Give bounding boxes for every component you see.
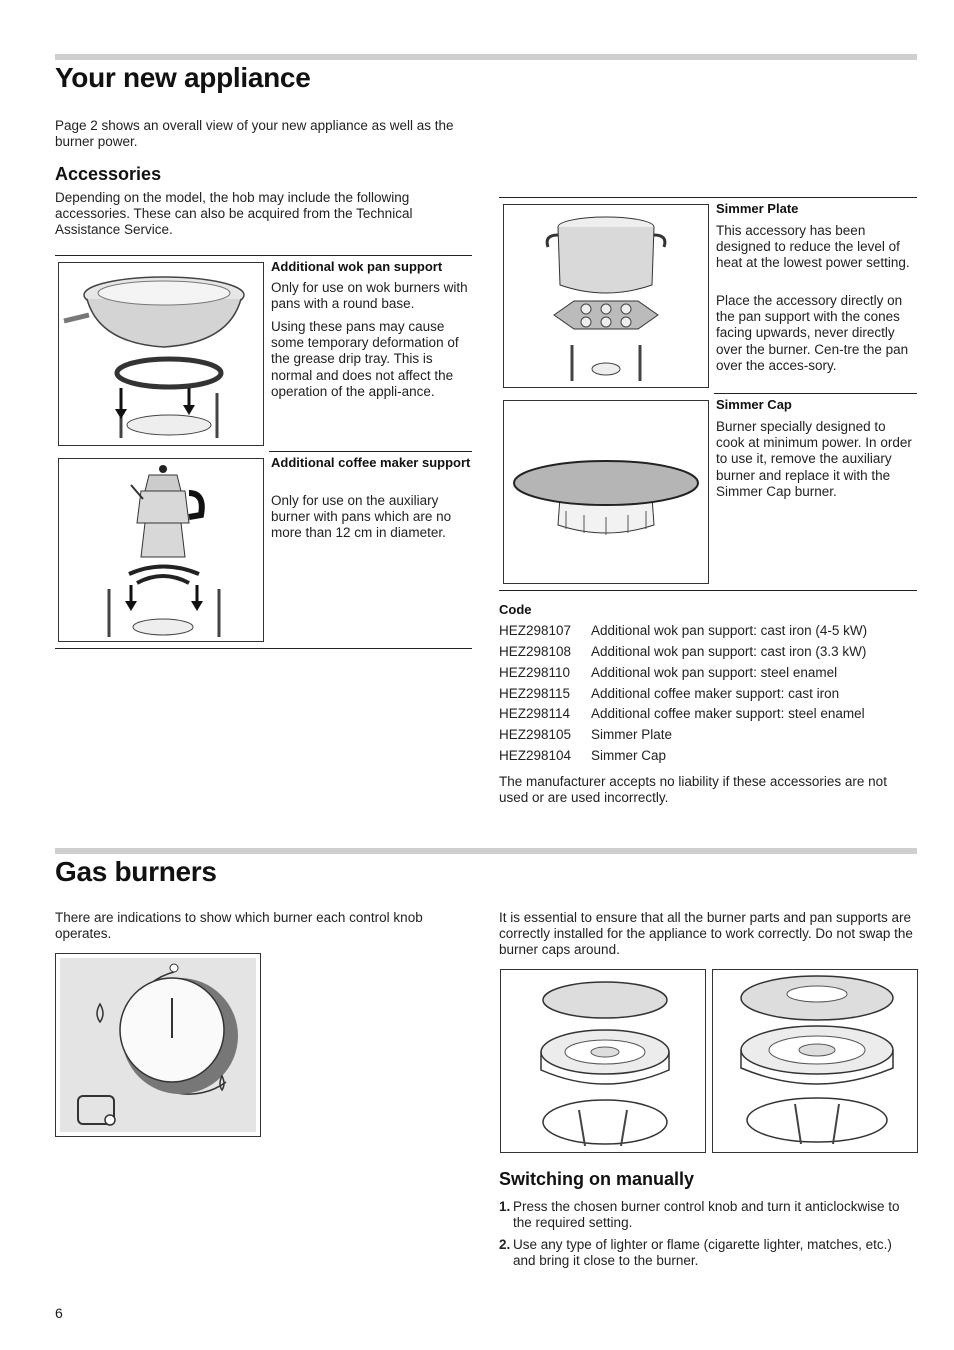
simmer-plate-illustration: [503, 204, 709, 388]
code-row: HEZ298115 Additional coffee maker support: cast iron: [499, 686, 840, 701]
step-text: Use any type of lighter or flame (cigarette lighter, matches, etc.) and bring it close to the burner.: [513, 1237, 892, 1269]
code-row: HEZ298110 Additional wok pan support: steel enamel: [499, 665, 838, 680]
wok-support-title: Additional wok pan support: [271, 259, 443, 274]
simmer-plate-title: Simmer Plate: [716, 201, 799, 216]
wok-support-text-1: Only for use on wok burners with pans with a round base.: [271, 280, 468, 312]
code-row: HEZ298104 Simmer Cap: [499, 748, 667, 763]
burner-parts-illustration-2: [712, 969, 918, 1153]
coffee-support-illustration: [58, 458, 264, 642]
page-title: Your new appliance: [55, 62, 311, 93]
code-row: HEZ298108 Additional wok pan support: cast iron (3.3 kW): [499, 644, 867, 659]
gas-burners-title: Gas burners: [55, 856, 217, 887]
simmer-cap-text: Burner specially designed to cook at minimum power. In order to use it, remove the auxiliary burner and replace it with the Simmer Cap burner.: [716, 419, 912, 499]
section-rule: [55, 54, 917, 60]
accessories-intro: Depending on the model, the hob may include the following accessories. These can also be acquired from the Technical Assistance Service.: [55, 190, 413, 238]
gas-burners-right-text: It is essential to ensure that all the burner parts and pan supports are correctly installed for the appliance to work correctly. Do not swap the burner caps around.: [499, 910, 913, 958]
step-item: [499, 1199, 909, 1231]
code-row: HEZ298107 Additional wok pan support: cast iron (4-5 kW): [499, 623, 868, 638]
appliance-intro: Page 2 shows an overall view of your new appliance as well as the burner power.: [55, 118, 454, 150]
step-item: [499, 1237, 909, 1269]
burner-parts-illustration-1: [500, 969, 706, 1153]
divider: [55, 648, 472, 649]
page-number: 6: [55, 1305, 63, 1321]
step-number: 2.: [499, 1237, 511, 1252]
step-number: 1.: [499, 1199, 511, 1214]
divider: [499, 197, 917, 198]
divider: [269, 451, 472, 452]
simmer-cap-illustration: [503, 400, 709, 584]
liability-note: The manufacturer accepts no liability if these accessories are not used or are used incorrectly.: [499, 774, 887, 806]
step-text: Press the chosen burner control knob and turn it anticlockwise to the required setting.: [513, 1199, 900, 1231]
code-row: HEZ298105 Simmer Plate: [499, 727, 673, 742]
switching-heading: Switching on manually: [499, 1169, 695, 1189]
code-heading: Code: [499, 602, 532, 617]
divider: [55, 255, 472, 256]
coffee-support-title: Additional coffee maker support: [271, 455, 471, 470]
simmer-plate-text-1: This accessory has been designed to reduce the level of heat at the lowest power setting.: [716, 223, 910, 271]
simmer-cap-title: Simmer Cap: [716, 397, 792, 412]
wok-support-illustration: [58, 262, 264, 446]
coffee-support-text: Only for use on the auxiliary burner with pans which are no more than 12 cm in diameter.: [271, 493, 452, 541]
divider: [714, 393, 917, 394]
gas-burners-left-text: There are indications to show which burner each control knob operates.: [55, 910, 423, 942]
divider: [499, 590, 917, 591]
wok-support-text-2: Using these pans may cause some temporary deformation of the grease drip tray. This is normal and does not affect the operation of the appli-ance.: [271, 319, 459, 399]
accessories-heading: Accessories: [55, 164, 162, 184]
simmer-plate-text-2: Place the accessory directly on the pan support with the cones facing upwards, never directly over the burner. Cen-tre the pan over the acces-sory.: [716, 293, 909, 373]
control-knob-illustration: [55, 953, 261, 1137]
section-rule: [55, 848, 917, 854]
code-row: HEZ298114 Additional coffee maker support: steel enamel: [499, 706, 865, 721]
